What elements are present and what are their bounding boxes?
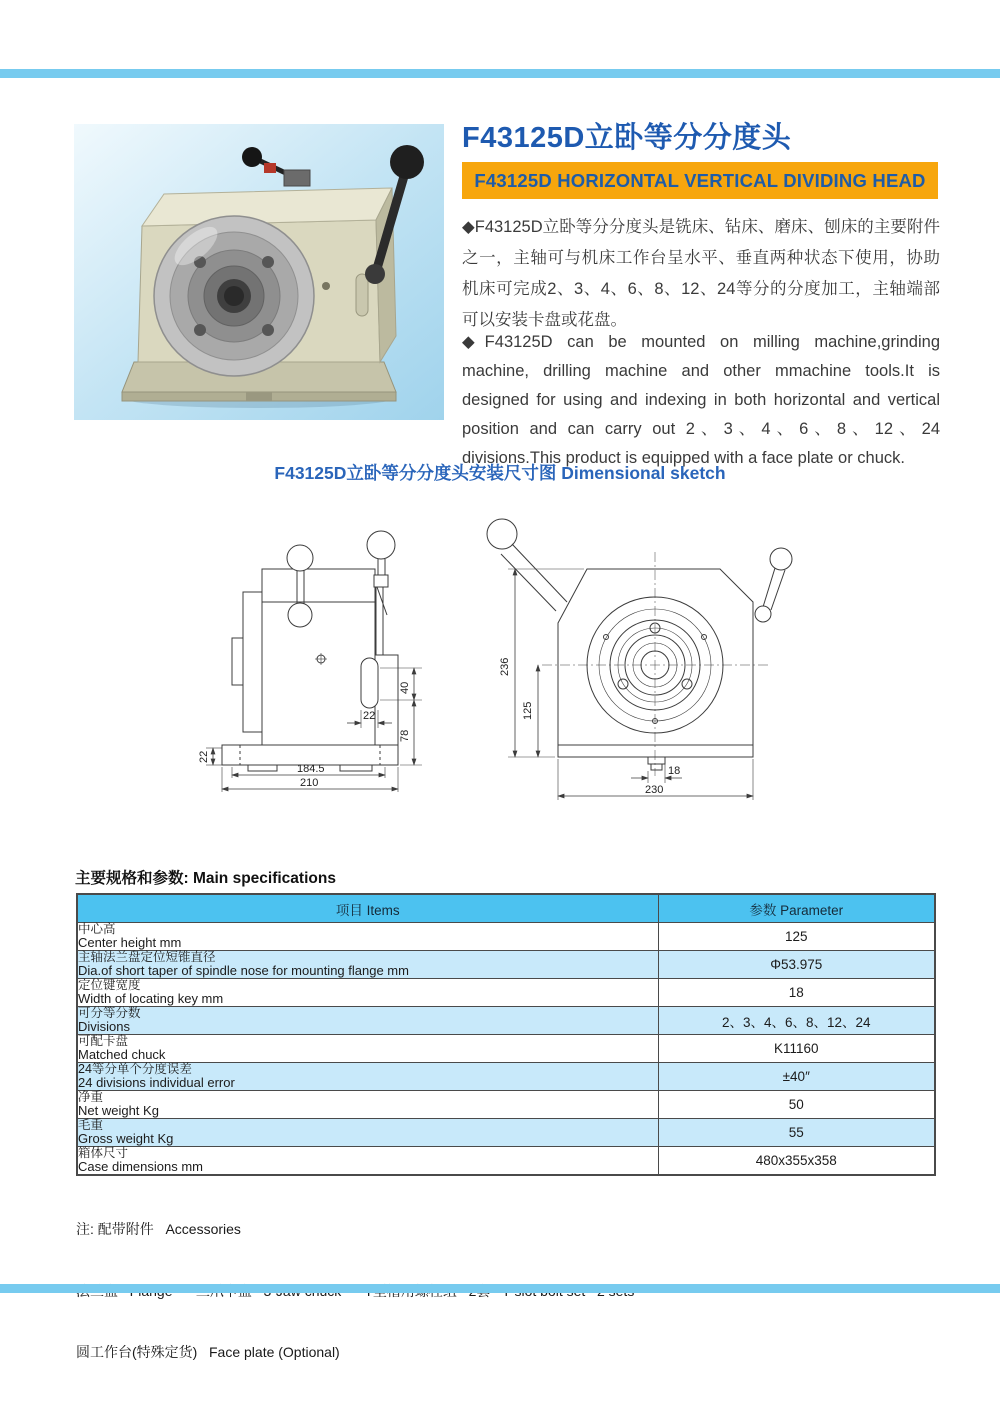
- dim-236: 236: [499, 657, 511, 676]
- dim-22-foot: 22: [198, 750, 210, 763]
- spec-item-en: Dia.of short taper of spindle nose for mounting flange mm: [78, 963, 409, 978]
- dim-184-5: 184.5: [297, 763, 325, 775]
- spec-value-cell: 18: [658, 979, 935, 1007]
- spec-item-en: Gross weight Kg: [78, 1131, 174, 1146]
- spec-item-cn: 可配卡盘: [78, 1034, 129, 1048]
- spec-item-en: Width of locating key mm: [78, 991, 224, 1006]
- spec-value-cell: 125: [658, 923, 935, 951]
- note-line-1: 注: 配带附件 Accessories: [76, 1221, 241, 1237]
- spec-item-en: Matched chuck: [78, 1047, 166, 1062]
- spec-value-cell: ±40″: [658, 1063, 935, 1091]
- spec-item-en: Net weight Kg: [78, 1103, 159, 1118]
- spec-row: [77, 1119, 935, 1147]
- front-view-drawing: [470, 510, 800, 810]
- spec-row: [77, 979, 935, 1007]
- spec-item-cell: [77, 979, 658, 1007]
- spec-value-cell: 50: [658, 1091, 935, 1119]
- col-header-items: 项目 Items: [77, 894, 658, 923]
- product-photo: [74, 124, 444, 420]
- dim-40: 40: [399, 681, 411, 694]
- spec-row: [77, 951, 935, 979]
- spec-item-cell: [77, 1035, 658, 1063]
- spec-item-cell: [77, 1147, 658, 1176]
- spec-item-cn: 箱体尺寸: [78, 1146, 129, 1160]
- dim-18: 18: [668, 765, 681, 777]
- spec-item-cn: 净重: [78, 1090, 104, 1104]
- spec-item-cell: [77, 1091, 658, 1119]
- dim-230: 230: [645, 784, 664, 796]
- spec-item-cell: [77, 1063, 658, 1091]
- spec-item-cn: 毛重: [78, 1118, 104, 1132]
- specs-header-row: [77, 894, 935, 923]
- spec-item-cn: 主轴法兰盘定位短锥直径: [78, 950, 216, 964]
- spec-item-cell: [77, 1119, 658, 1147]
- spec-value-cell: K11160: [658, 1035, 935, 1063]
- spec-value-cell: 2、3、4、6、8、12、24: [658, 1007, 935, 1035]
- spec-value-cell: 55: [658, 1119, 935, 1147]
- bottom-accent-bar: [0, 1284, 1000, 1293]
- dimensional-sketch-heading: F43125D立卧等分分度头安装尺寸图 Dimensional sketch: [274, 463, 726, 483]
- description-chinese: ◆F43125D立卧等分分度头是铣床、钻床、磨床、刨床的主要附件之一，主轴可与机床工作台呈水平、垂直两种状态下使用，协助机床可完成2、3、4、6、8、12、24等分的分度加工，主轴端部可以安装卡盘或花盘。: [462, 218, 940, 329]
- spec-value-cell: 480x355x358: [658, 1147, 935, 1176]
- spec-row: [77, 1147, 935, 1176]
- spec-row: [77, 923, 935, 951]
- product-title: F43125D立卧等分分度头: [462, 122, 792, 154]
- spec-row: [77, 1035, 935, 1063]
- spec-item-cn: 中心高: [78, 922, 116, 936]
- spec-item-cell: [77, 1007, 658, 1035]
- note-line-3: 圆工作台(特殊定货) Face plate (Optional): [76, 1344, 340, 1360]
- dim-78: 78: [399, 729, 411, 742]
- spec-item-en: Center height mm: [78, 935, 182, 950]
- spec-item-cell: [77, 951, 658, 979]
- spec-item-cn: 可分等分数: [78, 1006, 141, 1020]
- dividing-head-image: [74, 124, 444, 420]
- specs-heading: 主要规格和参数: Main specifications: [75, 870, 336, 887]
- spec-row: [77, 1063, 935, 1091]
- spec-item-cell: [77, 923, 658, 951]
- spec-item-cn: 定位键宽度: [78, 978, 141, 992]
- spec-item-cn: 24等分单个分度误差: [78, 1062, 192, 1076]
- dim-22-slot: 22: [363, 710, 376, 722]
- spec-item-en: Divisions: [78, 1019, 131, 1034]
- col-header-parameter: 参数 Parameter: [658, 894, 935, 923]
- spec-row: [77, 1091, 935, 1119]
- product-banner: [462, 162, 938, 199]
- spec-row: [77, 1007, 935, 1035]
- top-accent-bar: [0, 69, 1000, 78]
- specs-table: [76, 893, 936, 1176]
- spec-item-en: 24 divisions individual error: [78, 1075, 235, 1090]
- dim-125: 125: [522, 701, 534, 720]
- spec-item-en: Case dimensions mm: [78, 1159, 203, 1174]
- side-view-drawing: [180, 520, 450, 810]
- description-english: ◆F43125D can be mounted on milling machine,grinding machine, drilling machine and other mmachine tools.It is designed for using and indexing in both horizontal and vertical position and can carry out 2、3、4、6、8、12、24 divisions.This product is equipped with a face plate or chuck.: [462, 333, 940, 467]
- product-banner-text: F43125D HORIZONTAL VERTICAL DIVIDING HEAD: [474, 169, 926, 191]
- spec-value-cell: Φ53.975: [658, 951, 935, 979]
- dim-210: 210: [300, 777, 319, 789]
